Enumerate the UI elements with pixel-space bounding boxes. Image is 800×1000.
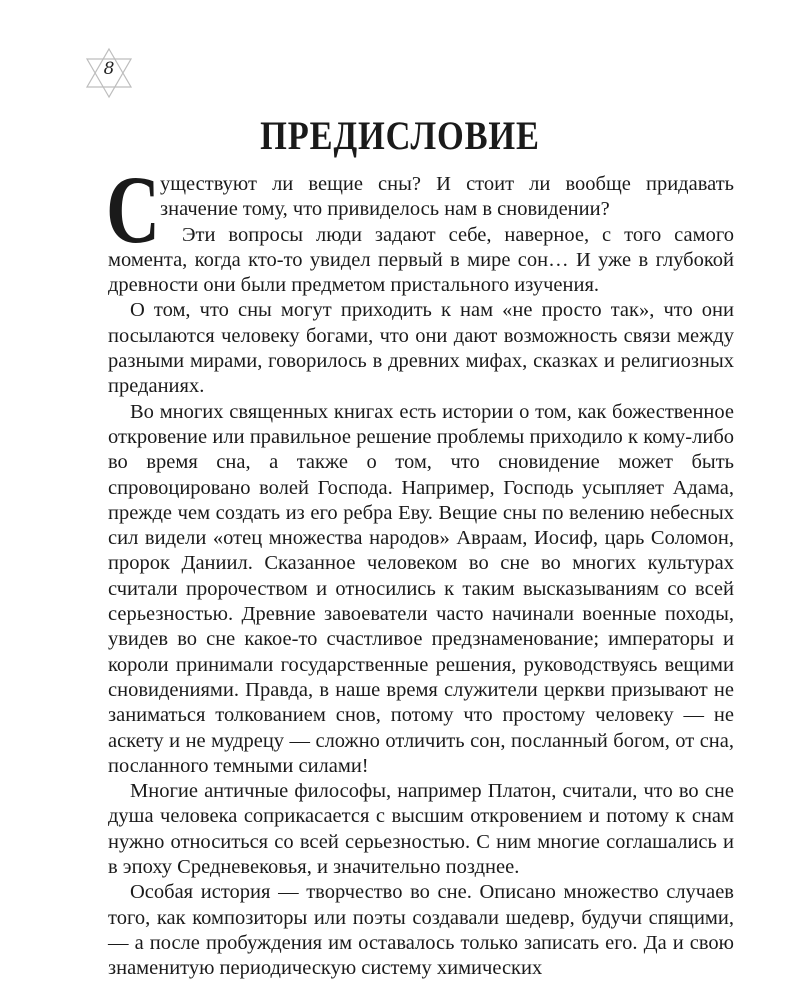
- paragraph: Многие античные философы, например Платон, считали, что во сне душа человека соприкасается с высшим откровением и потому к снам нужно относиться со всей серьезностью. С ним многие соглашались и в эпоху Средневековья, и значительно позднее.: [108, 780, 734, 879]
- paragraph: О том, что сны могут приходить к нам «не просто так», что они посылаются человеку богами, что они дают возможность связи между разными мирами, говорилось в древних мифах, сказках и религиозных преданиях.: [108, 299, 734, 398]
- drop-cap: С: [106, 156, 161, 263]
- page-number-badge: [78, 46, 140, 100]
- page-title: ПРЕДИСЛОВИЕ: [260, 113, 540, 158]
- paragraph: Во многих священных книгах есть истории о том, как божественное откровение или правильное решение проблемы приходило к кому-либо во время сна, а также о том, что сновидение может быть спровоцировано волей Господа. Например, Господь усыпляет Адама, прежде чем создать из его ребра Еву. Вещие сны по велению небесных сил видели «отец множества народов» Авраам, Иосиф, царь Соломон, пророк Даниил. Сказанное человеком во сне во многих культурах считали пророчеством и относились к таким высказываниям со всей серьезностью. Древние завоеватели часто начинали военные походы, увидев во сне какое-то счастливое предзнаменование; императоры и короли принимали государственные решения, руководствуясь вещими сновидениями. Правда, в наше время служители церкви призывают не заниматься толкованием снов, потому что простому человеку — не аскету и не мудрецу — сложно отличить сон, посланный богом, от сна, посланного темными силами!: [108, 400, 734, 777]
- paragraph: Эти вопросы люди задают себе, наверное, с того самого момента, когда кто-то увидел первый в мире сон… И уже в глубокой древности они были предметом пристального изучения.: [108, 223, 734, 297]
- body-text: [106, 156, 734, 982]
- page-number: 8: [103, 59, 115, 79]
- paragraph: Особая история — творчество во сне. Описано множество случаев того, как композиторы или поэты создавали шедевр, будучи спящими, — а после пробуждения им оставалось только записать его. Да и свою знаменитую периодическую систему химических: [108, 881, 734, 980]
- paragraph-text: уществуют ли вещие сны? И стоит ли вообще придавать значение тому, что привиделось нам в сновидении?: [160, 173, 734, 221]
